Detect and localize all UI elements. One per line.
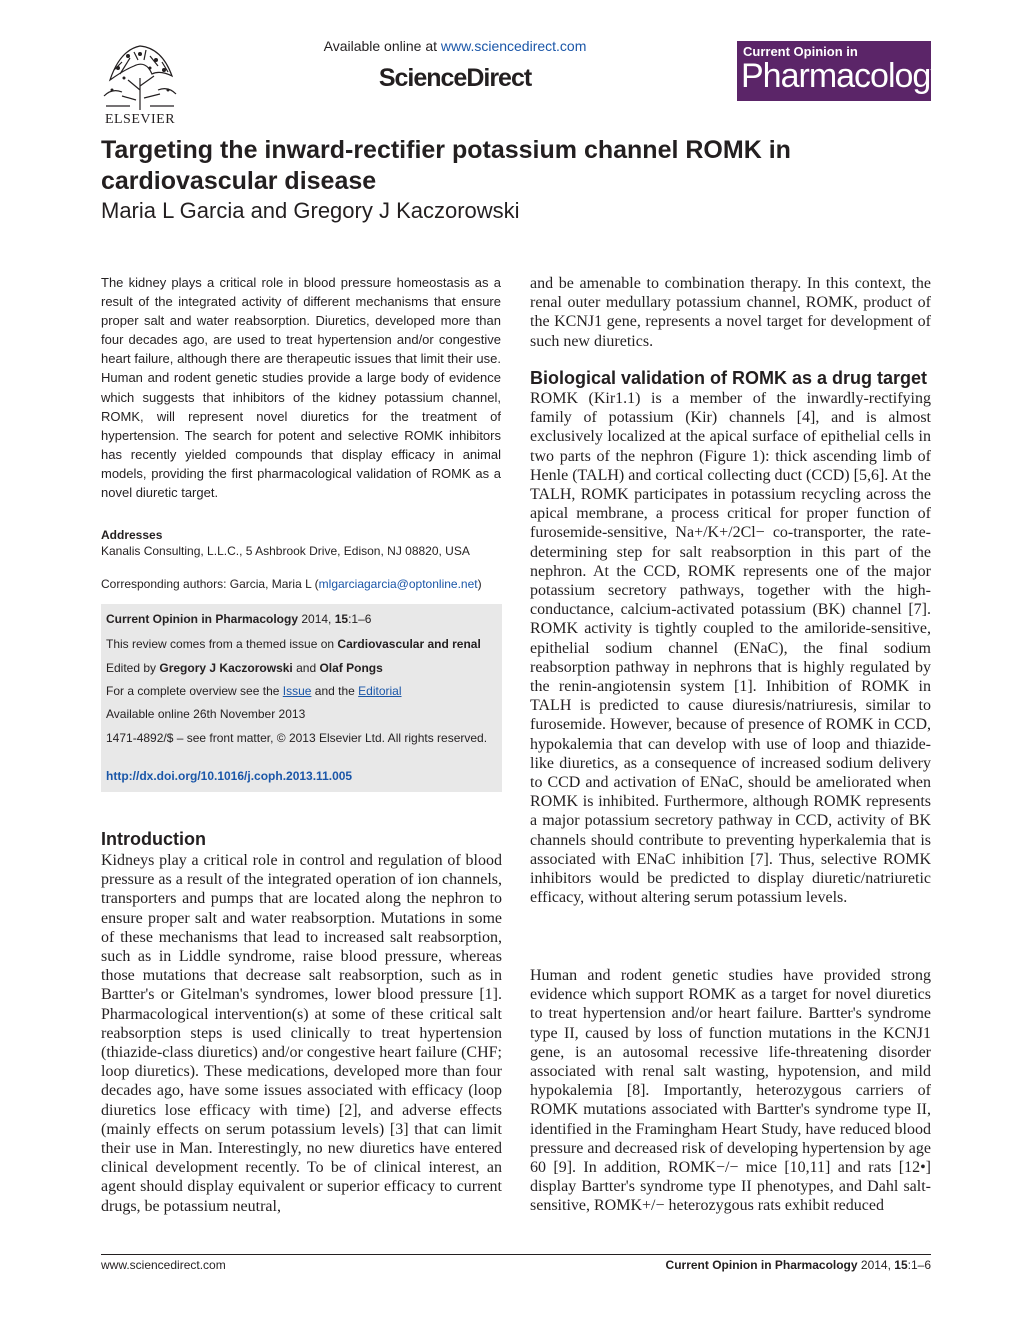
info-overview: [106, 684, 498, 699]
info-volume: 15: [334, 612, 349, 626]
genetic-studies-text: Human and rodent genetic studies have provided strong evidence which support ROMK as a target for novel diuretics to treat hypertension and/or heart failure. Bartter's syndrome type II, caused by loss of function mutations in the KCNJ1 gene, is an autosomal recessive life-threatening disorder associated with renal salt wasting, hypotension, and mild hypokalemia [8]. Importantly, heterozygous carriers of ROMK mutations associated with Bartter's syndrome type II, identified in the Framingham Heart Study, have reduced blood pressure and decreased risk of developing hypertension by age 60 [9]. In addition, ROMK−/− mice [10,11] and rats [12•] display Bartter's syndrome type II phenotypes, and Dahl salt-sensitive, ROMK+/− heterozygous rats exhibit reduced: [530, 967, 931, 1215]
footer-citation: [666, 1258, 931, 1272]
footer-volume: 15: [894, 1258, 908, 1272]
article-title: Targeting the inward-rectifier potassium channel ROMK in cardiovascular disease: [101, 136, 791, 195]
info-doi-row: [106, 769, 498, 784]
journal-badge-line1: Current Opinion in: [743, 44, 858, 59]
footer-pages: :1–6: [907, 1258, 931, 1272]
info-overview-prefix: For a complete overview see the: [106, 684, 283, 698]
footer-rule: [101, 1254, 931, 1255]
biological-validation-heading: Biological validation of ROMK as a drug target: [530, 368, 928, 388]
sciencedirect-url-link[interactable]: www.sciencedirect.com: [440, 38, 587, 54]
right-intro-text: and be amenable to combination therapy. In this context, the renal outer medullary potassium channel, ROMK, product of the KCNJ1 gene, represents a novel target for development of such new diuretics.: [530, 275, 931, 350]
corresponding-prefix: Corresponding authors: Garcia, Maria L (: [101, 577, 319, 591]
corresponding-authors: [101, 577, 482, 591]
info-journal: Current Opinion in Pharmacology: [106, 612, 299, 626]
journal-badge: [737, 41, 947, 101]
info-editors: [106, 661, 498, 676]
info-edited-prefix: Edited by: [106, 661, 160, 675]
info-theme-prefix: This review comes from a themed issue on: [106, 637, 338, 651]
info-theme-name: Cardiovascular and renal: [337, 637, 481, 651]
available-online-label: Available online at: [323, 38, 437, 54]
issue-link[interactable]: Issue: [282, 684, 312, 698]
info-copyright: 1471-4892/$ – see front matter, © 2013 Elsevier Ltd. All rights reserved.: [106, 731, 488, 745]
info-available: Available online 26th November 2013: [106, 707, 306, 721]
info-citation: [106, 612, 498, 627]
biological-validation-text: ROMK (Kir1.1) is a member of the inwardly-rectifying family of potassium (Kir) channels [4], and is almost exclusively localized at the apical surface of epithelial cells in two parts of the nephron (Figure 1): thick ascending limb of Henle (TALH) and cortical collecting duct (CCD) [5,6]. At the TALH, ROMK participates in potassium recycling across the apical membrane, a process critical for proper function of furosemide-sensitive, Na+/K+/2Cl− co-transporter, the rate-determining step for salt reabsorption in this part of the nephron. At the CCD, ROMK represents one of the major potassium secretory pathways, together with the high-conductance, calcium-activated potassium (BK) channel [7]. ROMK activity is tightly coupled to the amiloride-sensitive, epithelial sodium channel (ENaC), the final sodium reabsorption pathway in nephrons that is highly regulated by the renin-angiotensin system [1]. Inhibition of ROMK in TALH is predicted to cause diuresis/natriuresis, similar to furosemide. However, because of presence of ROMK in CCD, hypokalemia that can develop with use of loop and thiazide-like diuretics, as a consequence of increased sodium delivery to CCD and activation of ENaC, should be ameliorated when ROMK is inhibited. Furthermore, although ROMK represents a major potassium secretory pathway in CCD, activity of BK channels should contribute to preventing hyperkalemia that is associated with ENaC inhibition [7]. Thus, selective ROMK inhibitors would be predicted to display diuretic/natriuretic efficacy, without altering serum potassium levels.: [530, 390, 931, 907]
introduction-heading: Introduction: [101, 829, 206, 849]
addresses-heading: Addresses: [101, 528, 163, 542]
info-year: 2014,: [298, 612, 335, 626]
abstract: The kidney plays a critical role in blood pressure homeostasis as a result of the integrated activity of different mechanisms that ensure proper salt and water reabsorption. Diuretics, developed more than four decades ago, are used to treat hypertension and/or congestive heart failure, although there are therapeutic issues that limit their use. Human and rodent genetic studies provide a large body of evidence which suggests that inhibitors of the kidney potassium channel, ROMK, will represent novel diuretics for the treatment of hypertension. The search for potent and selective ROMK inhibitors has recently yielded compounds that display efficacy in animal models, providing the first pharmacological validation of ROMK as a novel diuretic target.: [101, 275, 501, 501]
address: Kanalis Consulting, L.L.C., 5 Ashbrook Drive, Edison, NJ 08820, USA: [101, 544, 470, 558]
info-theme: [106, 637, 498, 652]
info-overview-mid: and the: [311, 684, 359, 698]
info-and: and: [292, 661, 320, 675]
footer-journal: Current Opinion in Pharmacology: [665, 1258, 858, 1272]
doi-link[interactable]: http://dx.doi.org/10.1016/j.coph.2013.11.005: [106, 769, 353, 783]
info-pages: :1–6: [348, 612, 372, 626]
publisher-name: ELSEVIER: [104, 112, 176, 127]
editorial-link[interactable]: Editorial: [358, 684, 402, 698]
article-info-box: [101, 604, 502, 792]
info-editor-1: Gregory J Kaczorowski: [159, 661, 293, 675]
article-authors: Maria L Garcia and Gregory J Kaczorowski: [101, 198, 520, 223]
corresponding-suffix: ): [477, 577, 482, 591]
corresponding-email-link[interactable]: mlgarciagarcia@optonline.net: [318, 577, 478, 591]
introduction-text: Kidneys play a critical role in control and regulation of blood pressure as a result of the integrated operation of ion channels, transporters and pumps that are located along the nephron to ensure proper salt and water reabsorption. Mutations in some of these mechanisms that lead to increased salt reabsorption, such as in Liddle syndrome, raise blood pressure, whereas those mutations that decrease salt reabsorption, such as in Bartter's or Gitelman's syndromes, lower blood pressure [1]. Pharmacological intervention(s) at some of these critical salt reabsorption steps is used clinically to treat hypertension (thiazide-class diuretics) and/or congestive heart failure (CHF; loop diuretics). These medications, developed more than four decades ago, have some issues associated with efficacy (loop diuretics lose efficacy with time) [2], and adverse effects (mainly effects on serum potassium levels) [3] that can limit their use in Man. Interestingly, no new diuretics have entered clinical development recently. To be of clinical interest, an agent should display equivalent or superior efficacy to current drugs, be potassium neutral,: [101, 852, 502, 1215]
footer-url[interactable]: www.sciencedirect.com: [101, 1258, 226, 1272]
info-editor-2: Olaf Pongs: [319, 661, 383, 675]
available-online: [310, 38, 600, 54]
footer-year: 2014,: [857, 1258, 895, 1272]
journal-badge-line2: Pharmacology: [741, 57, 947, 95]
sciencedirect-wordmark: ScienceDirect: [378, 64, 532, 92]
